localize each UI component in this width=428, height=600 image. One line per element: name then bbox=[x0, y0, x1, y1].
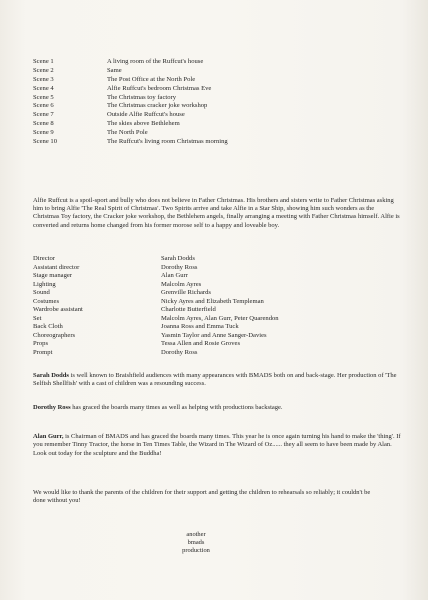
scene-description: The Ruffcut's living room Christmas morning bbox=[107, 138, 228, 146]
crew-name: Nicky Ayres and Elizabeth Templeman bbox=[161, 297, 264, 305]
crew-name: Malcolm Ayres bbox=[161, 280, 202, 288]
scene-list bbox=[33, 58, 228, 147]
scene-number: Scene 8 bbox=[33, 120, 54, 128]
crew-name: Tessa Allen and Rosie Groves bbox=[161, 340, 241, 347]
scene-description: The Christmas cracker joke workshop bbox=[107, 102, 208, 110]
bio-paragraph-sarah-dodds bbox=[33, 372, 401, 389]
crew-row bbox=[33, 272, 279, 281]
crew-row bbox=[33, 255, 279, 264]
scene-row bbox=[33, 58, 228, 67]
crew-row bbox=[33, 315, 279, 324]
crew-row bbox=[33, 323, 279, 332]
scene-number: Scene 1 bbox=[33, 58, 54, 65]
crew-name: Grenville Richards bbox=[161, 289, 211, 296]
crew-row bbox=[33, 332, 279, 341]
thanks-paragraph: We would like to thank the parents of the children for their support and getting the children to rehearsals so reliably; it couldn't be done without you! bbox=[33, 489, 371, 505]
scene-row bbox=[33, 76, 228, 85]
crew-name: Charlotte Butterfield bbox=[161, 306, 216, 313]
bio-name: Sarah Dodds bbox=[33, 372, 69, 379]
crew-name: Alan Gurr bbox=[161, 272, 188, 279]
crew-row bbox=[33, 264, 279, 273]
scene-number: Scene 3 bbox=[33, 75, 54, 83]
scene-description: Alfie Ruffcut's bedroom Christmas Eve bbox=[107, 84, 212, 92]
crew-role: Choreographers bbox=[33, 331, 76, 339]
scene-row bbox=[33, 85, 228, 94]
crew-role: Sound bbox=[33, 289, 50, 296]
crew-role: Lighting bbox=[33, 280, 56, 288]
scene-description: Same bbox=[107, 66, 122, 74]
scene-row bbox=[33, 67, 228, 76]
scene-number: Scene 7 bbox=[33, 111, 54, 119]
scene-number: Scene 2 bbox=[33, 66, 54, 74]
scene-description: The skies above Bethlehem bbox=[107, 120, 180, 128]
scene-row bbox=[33, 102, 228, 111]
scene-description: The Christmas toy factory bbox=[107, 93, 177, 101]
crew-role: Stage manager bbox=[33, 272, 72, 279]
crew-role: Wardrobe assistant bbox=[33, 306, 83, 313]
scene-description: A living room of the Ruffcut's house bbox=[107, 58, 204, 65]
crew-row bbox=[33, 306, 279, 315]
crew-row bbox=[33, 289, 279, 298]
scene-number: Scene 10 bbox=[33, 138, 57, 146]
scene-description: The Post Office at the North Pole bbox=[107, 75, 196, 83]
bio-name: Dorothy Ross bbox=[33, 404, 71, 411]
bio-text: is well known to Braishfield audiences with many appearances with BMADS both on and back-stage. Her production of 'The Selfish Shellfish' with a cast of children was a resounding success. bbox=[33, 372, 397, 388]
scene-number: Scene 5 bbox=[33, 93, 54, 101]
crew-role: Costumes bbox=[33, 297, 60, 305]
bio-name: Alan Gurr, bbox=[33, 433, 64, 440]
bio-text: has graced the boards many times as well as helping with productions backstage. bbox=[70, 404, 283, 411]
crew-role: Assistant director bbox=[33, 263, 80, 271]
crew-row bbox=[33, 298, 279, 307]
footer-credit bbox=[171, 531, 221, 556]
crew-name: Yasmin Taylor and Anne Sanger-Davies bbox=[161, 331, 267, 339]
crew-list bbox=[33, 255, 279, 357]
scene-row bbox=[33, 138, 228, 147]
scene-row bbox=[33, 94, 228, 103]
crew-row bbox=[33, 340, 279, 349]
crew-row bbox=[33, 349, 279, 358]
crew-role: Prompt bbox=[33, 348, 53, 356]
bio-text: is Chairman of BMADS and has graced the boards many times. This year he is once again turning his hand to make the 'thing'. If you remember Tinny Tractor, the horse in Ten Times Table, the Wizard in The Wizard of Oz...... they all seem to have been made by Alan. Look out today for the sculpture and the Buddha! bbox=[33, 433, 401, 457]
scene-number: Scene 6 bbox=[33, 102, 54, 110]
synopsis-paragraph: Alfie Ruffcut is a spoil-sport and bully who does not believe in Father Christmas. His brothers and sisters write to Father Christmas asking him to bring Alfie 'The Real Spirit of Christmas'. Two Spirits arrive and take Alfie in a Star Ship, showing him such wonders as the Christmas Toy factory, the Cracker joke workshop, the Bethlehem angels, finally arranging a meeting with Father Christmas himself. Alfie is converted and returns home changed from his former morose self to a happy and loveable boy. bbox=[33, 197, 400, 229]
footer-line: another bbox=[186, 531, 206, 538]
scene-description: The North Pole bbox=[107, 129, 148, 137]
bio-paragraph-alan-gurr bbox=[33, 433, 401, 458]
crew-name: Joanna Ross and Emma Tuck bbox=[161, 323, 239, 330]
crew-name: Malcolm Ayres, Alan Gurr, Peter Quarendon bbox=[161, 314, 279, 322]
crew-name: Dorothy Ross bbox=[161, 348, 198, 356]
crew-name: Dorothy Ross bbox=[161, 263, 198, 271]
bio-paragraph-dorothy-ross bbox=[33, 404, 401, 412]
scene-row bbox=[33, 120, 228, 129]
crew-row bbox=[33, 281, 279, 290]
crew-role: Back Cloth bbox=[33, 323, 63, 330]
scene-row bbox=[33, 111, 228, 120]
footer-line: production bbox=[182, 547, 210, 555]
crew-role: Set bbox=[33, 314, 42, 322]
scene-description: Outside Alfie Ruffcut's house bbox=[107, 111, 185, 119]
scene-number: Scene 9 bbox=[33, 129, 54, 137]
footer-line: bmads bbox=[187, 539, 205, 547]
crew-name: Sarah Dodds bbox=[161, 255, 195, 262]
scene-row bbox=[33, 129, 228, 138]
crew-role: Props bbox=[33, 340, 49, 347]
crew-role: Director bbox=[33, 255, 55, 262]
scene-number: Scene 4 bbox=[33, 84, 54, 92]
